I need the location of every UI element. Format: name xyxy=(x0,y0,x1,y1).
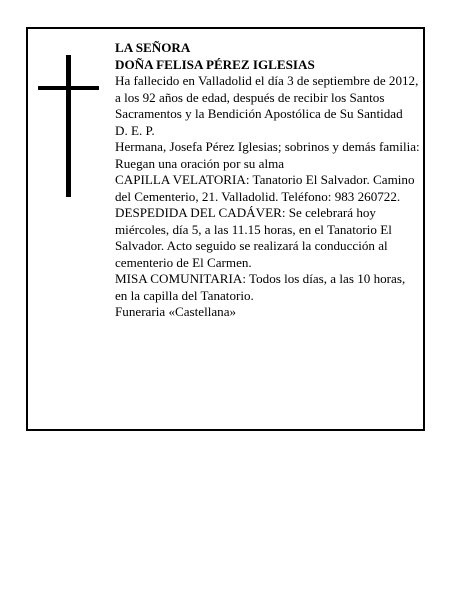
funeral-home: Funeraria «Castellana» xyxy=(115,304,237,319)
cross-vertical-bar xyxy=(66,55,71,197)
prayer-request: Ruegan una oración por su alma xyxy=(115,155,285,171)
obituary-text xyxy=(115,40,420,321)
obituary-notice xyxy=(26,27,425,431)
dep-abbreviation: D. E. P. xyxy=(115,122,155,138)
obituary-heading: LA SEÑORA xyxy=(115,40,191,55)
chapel-info: CAPILLA VELATORIA: Tanatorio El Salvador. Camino del Cementerio, 21. Valladolid. Teléfono: 983 260722. xyxy=(115,172,415,204)
deceased-name: DOÑA FELISA PÉREZ IGLESIAS xyxy=(115,56,315,72)
cross-horizontal-bar xyxy=(38,86,99,90)
farewell-info: DESPEDIDA DEL CADÁVER: Se celebrará hoy miércoles, día 5, a las 11.15 horas, en el Tanatorio El Salvador. Acto seguido se realizará la conducción al cementerio de El Carmen. xyxy=(115,205,392,270)
mass-info: MISA COMUNITARIA: Todos los días, a las 10 horas, en la capilla del Tanatorio. xyxy=(115,271,406,303)
family-mourners: Hermana, Josefa Pérez Iglesias; sobrinos y demás familia: xyxy=(115,139,420,154)
death-notice: Ha fallecido en Valladolid el día 3 de septiembre de 2012, a los 92 años de edad, después de recibir los Santos Sacramentos y la Bendición Apostólica de Su Santidad xyxy=(115,73,419,121)
